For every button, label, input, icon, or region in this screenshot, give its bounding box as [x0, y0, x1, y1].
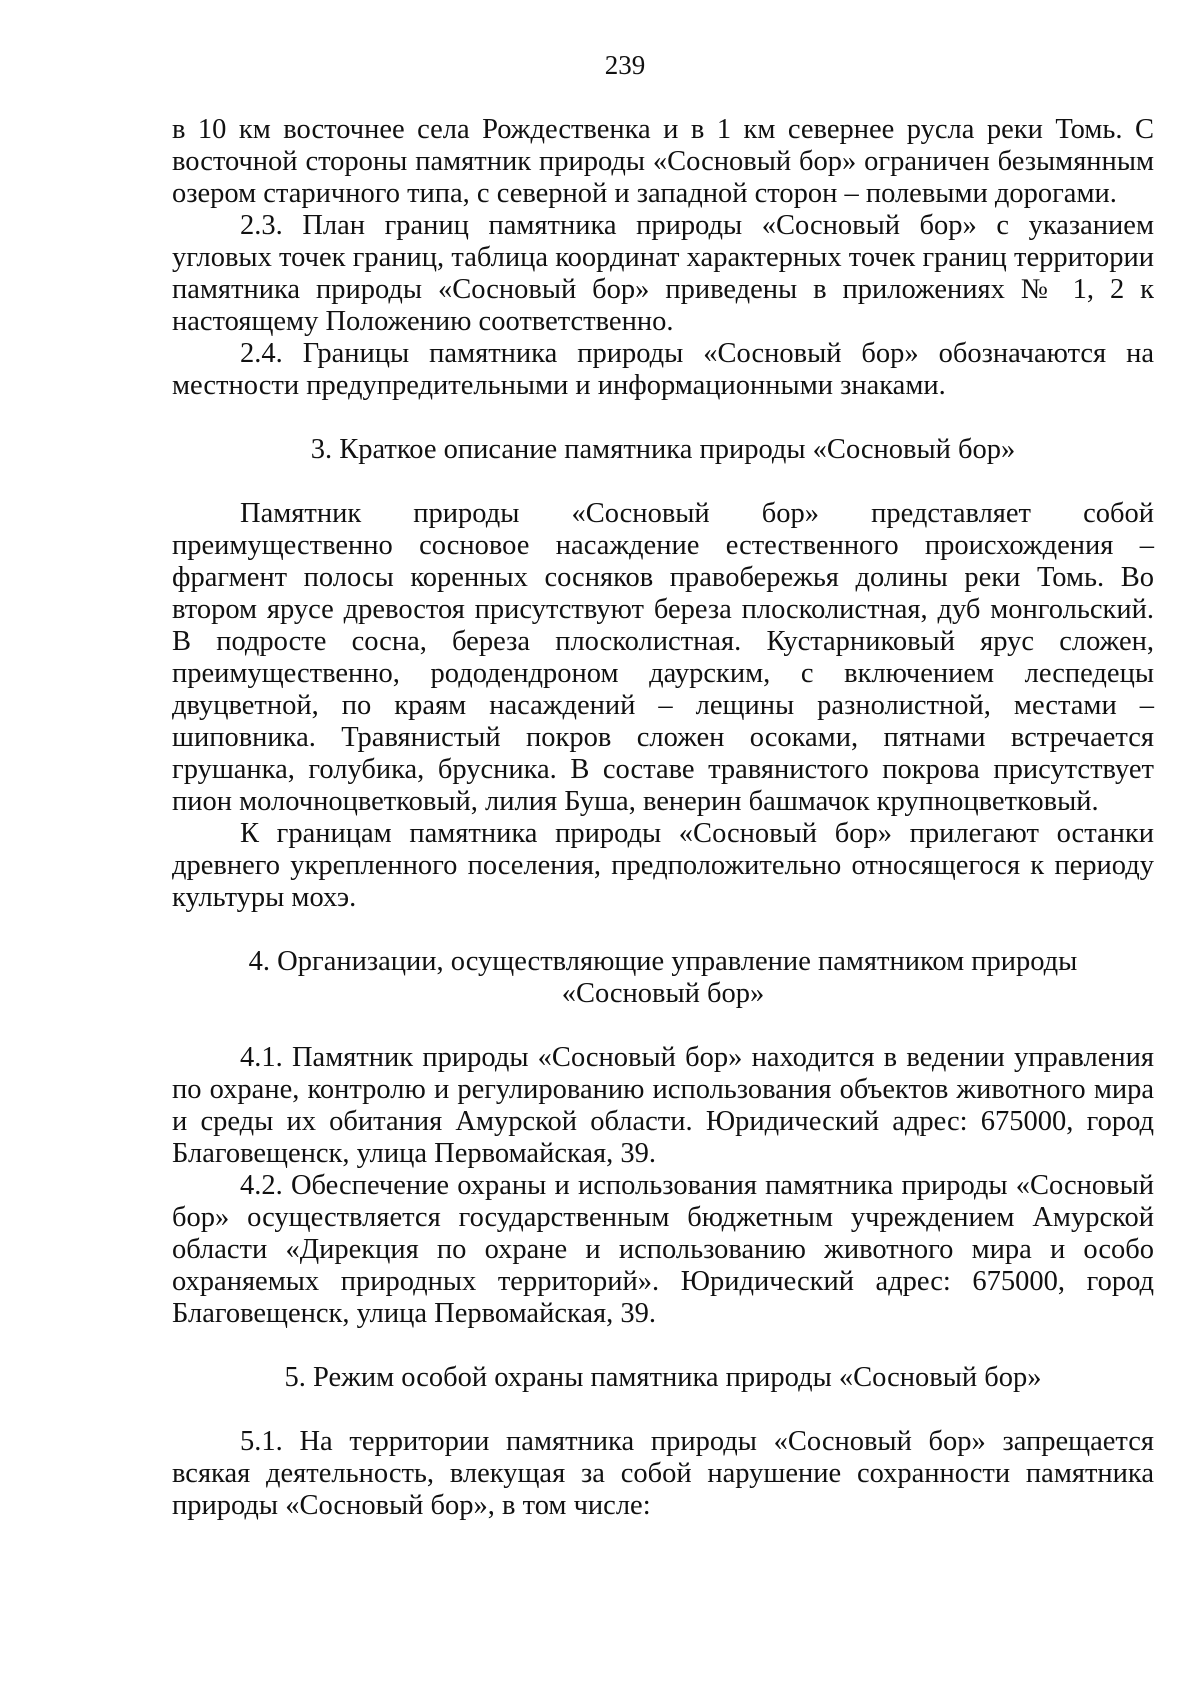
clause-number: 2.3.	[240, 210, 283, 241]
clause-text: Памятник природы «Сосновый бор» находится в ведении управления по охране, контролю и регулированию использования объектов животного мира и среды их обитания Амурской области. Юридический адрес: 675000, город Благовещенск, улица Первомайская, 39.	[172, 1042, 1154, 1169]
section-heading-4	[172, 946, 1154, 1010]
heading-line: «Сосновый бор»	[561, 978, 765, 1009]
spacer	[172, 402, 1154, 434]
clause-text: Обеспечение охраны и использования памятника природы «Сосновый бор» осуществляется государственным бюджетным учреждением Амурской области «Дирекция по охране и использованию животного мира и особо охраняемых природных территорий». Юридический адрес: 675000, город Благовещенск, улица Первомайская, 39.	[172, 1170, 1154, 1329]
section-heading-5: 5. Режим особой охраны памятника природы «Сосновый бор»	[284, 1362, 1042, 1393]
spacer	[172, 1010, 1154, 1042]
heading-line: 4. Организации, осуществляющие управление памятником природы	[248, 946, 1078, 977]
paragraph-3-1: Памятник природы «Сосновый бор» представляет собой преимущественно сосновое насаждение естественного происхождения – фрагмент полосы коренных сосняков правобережья долины реки Томь. Во втором ярусе древостоя присутствуют береза плосколистная, дуб монгольский. В подросте сосна, береза плосколистная. Кустарниковый ярус сложен, преимущественно, рододендроном даурским, с включением леспедецы двуцветной, по краям насаждений – лещины разнолистной, местами – шиповника. Травянистый покров сложен осоками, пятнами встречается грушанка, голубика, брусника. В составе травянистого покрова присутствует пион молочноцветковый, лилия Буша, венерин башмачок крупноцветковый.	[172, 498, 1154, 817]
clause-number: 2.4.	[240, 338, 283, 369]
clause-text: Границы памятника природы «Сосновый бор» обозначаются на местности предупредительными и информационными знаками.	[172, 338, 1154, 401]
page-number: 239	[604, 50, 646, 80]
paragraph-3-2: К границам памятника природы «Сосновый бор» прилегают останки древнего укрепленного поселения, предположительно относящегося к периоду культуры мохэ.	[172, 818, 1154, 913]
paragraph-2-3	[172, 210, 1154, 338]
clause-text: На территории памятника природы «Сосновый бор» запрещается всякая деятельность, влекущая за собой нарушение сохранности памятника природы «Сосновый бор», в том числе:	[172, 1426, 1154, 1521]
document-body	[172, 114, 1154, 1522]
spacer	[172, 1394, 1154, 1426]
spacer	[172, 466, 1154, 498]
clause-text: План границ памятника природы «Сосновый бор» с указанием угловых точек границ, таблица координат характерных точек границ территории памятника природы «Сосновый бор» приведены в приложениях № 1, 2 к настоящему Положению соответственно.	[172, 210, 1154, 337]
paragraph-4-2	[172, 1170, 1154, 1330]
clause-number: 4.2.	[240, 1170, 283, 1201]
spacer	[172, 1330, 1154, 1362]
clause-number: 4.1.	[240, 1042, 283, 1073]
paragraph-2-4	[172, 338, 1154, 402]
clause-number: 5.1.	[240, 1426, 283, 1457]
spacer	[172, 914, 1154, 946]
paragraph-4-1	[172, 1042, 1154, 1170]
paragraph-intro: в 10 км восточнее села Рождественка и в 1 км севернее русла реки Томь. С восточной стороны памятник природы «Сосновый бор» ограничен безымянным озером старичного типа, с северной и западной сторон – полевыми дорогами.	[172, 114, 1154, 209]
section-heading-3: 3. Краткое описание памятника природы «Сосновый бор»	[310, 434, 1016, 465]
paragraph-5-1	[172, 1426, 1154, 1522]
